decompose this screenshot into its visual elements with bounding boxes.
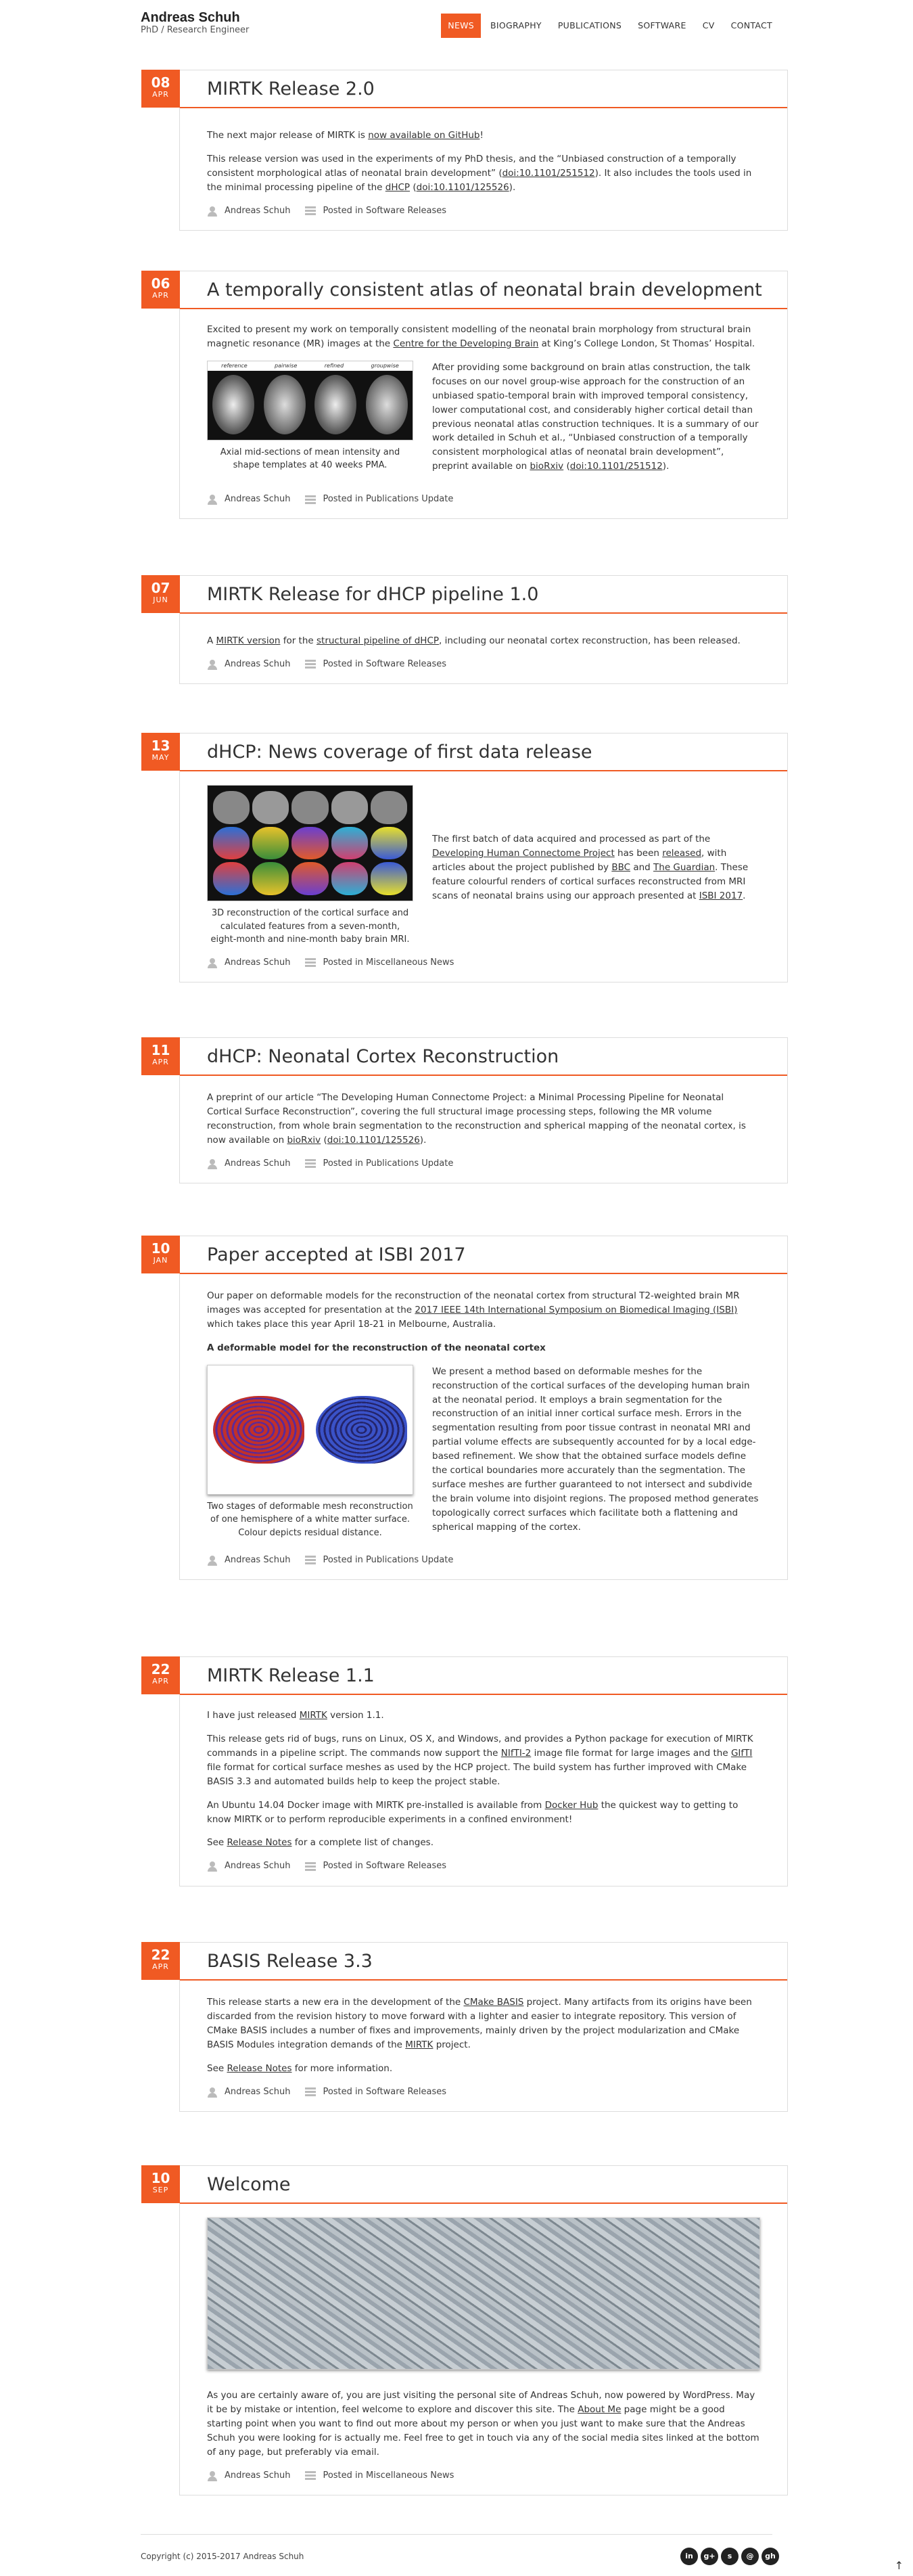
author-link[interactable]: Andreas Schuh	[225, 2086, 291, 2097]
author-icon	[207, 494, 218, 505]
author-link[interactable]: Andreas Schuh	[225, 2470, 291, 2481]
post-paragraph	[207, 323, 760, 351]
date-badge	[141, 1236, 180, 1273]
welcome-footprints-image[interactable]	[207, 2217, 760, 2370]
category-link[interactable]: Software Releases	[366, 1861, 447, 1872]
post-paragraph	[207, 1836, 760, 1850]
text: image file format for large images and the	[531, 1747, 731, 1759]
category-link[interactable]: Publications Update	[366, 1158, 454, 1169]
post-title[interactable]: BASIS Release 3.3	[180, 1943, 787, 1981]
copyright: Copyright (c) 2015-2017 Andreas Schuh	[141, 2552, 304, 2561]
deformable-figure	[207, 1365, 413, 1544]
post-day: 22	[151, 1947, 170, 1963]
text: A	[207, 635, 216, 646]
post-paragraph	[207, 1995, 760, 2052]
github-link[interactable]: now available on GitHub	[368, 130, 480, 141]
category-link[interactable]: Publications Update	[366, 494, 454, 505]
release-notes-link[interactable]: Release Notes	[227, 1837, 292, 1849]
category-link[interactable]: Miscellaneous News	[366, 957, 454, 968]
posted-in-label: Posted in	[323, 494, 363, 505]
category-icon	[305, 660, 316, 669]
category-link[interactable]: Software Releases	[366, 205, 447, 216]
post-day: 07	[151, 580, 170, 596]
text: , including our neonatal cortex reconstruction, has been released.	[439, 635, 741, 646]
author-icon	[207, 1861, 218, 1872]
text: (	[321, 1134, 327, 1146]
post-meta	[207, 1157, 760, 1171]
post-meta	[207, 493, 760, 506]
post-paragraph	[207, 1799, 760, 1827]
social-links	[680, 2548, 779, 2565]
post-title[interactable]: MIRTK Release 2.0	[180, 70, 787, 108]
mirtk-link[interactable]: MIRTK	[405, 2039, 434, 2050]
post-title[interactable]: Welcome	[180, 2166, 787, 2204]
text: The next major release of MIRTK is	[207, 130, 369, 141]
text: for more information.	[291, 2062, 393, 2074]
post-month: APR	[152, 90, 169, 99]
deformable-mesh-image[interactable]	[207, 1365, 413, 1495]
fig-label: pairwise	[275, 362, 298, 369]
category-link[interactable]: Miscellaneous News	[366, 2470, 454, 2481]
doi-link[interactable]: doi:10.1101/251512	[569, 461, 663, 472]
author-icon	[207, 1555, 218, 1566]
text: See	[207, 2062, 227, 2074]
released-link[interactable]: released	[662, 847, 702, 859]
post-paragraph	[432, 832, 760, 903]
author-icon	[207, 206, 218, 217]
site-title[interactable]: Andreas Schuh	[141, 10, 240, 25]
main-nav	[438, 14, 779, 38]
text: project. Many artifacts from its origins have been discarded from the revision history to move forward with a lighter and easier to integrate repository. This version of CMake BASIS includes a number of fixes and improvements, mainly driven by the project modularization and CMake BASIS Modules integration demands of the	[207, 1997, 752, 2050]
post	[151, 733, 788, 982]
isbi-link[interactable]: ISBI 2017	[699, 890, 743, 901]
post-paragraph	[207, 1289, 760, 1332]
doi-link[interactable]: doi:10.1101/251512	[502, 167, 595, 179]
text: file format for cortical surface meshes as used by the HCP project. The build system has further improved with CMake BASIS 3.3 and automated builds help to keep the project stable.	[207, 1761, 747, 1787]
post-day: 11	[151, 1042, 170, 1058]
text: ).	[662, 461, 670, 472]
post-paragraph	[207, 1732, 760, 1789]
post	[151, 575, 788, 684]
isbi-link[interactable]: 2017 IEEE 14th International Symposium on Biomedical Imaging (ISBI)	[415, 1304, 738, 1315]
cortex-figure	[207, 785, 413, 947]
text: I have just released	[207, 1710, 300, 1721]
post-meta	[207, 1859, 760, 1873]
posted-in-label: Posted in	[323, 2086, 363, 2097]
post-day: 10	[151, 2170, 170, 2186]
post-paragraph	[207, 2389, 760, 2460]
post-month: APR	[152, 1058, 169, 1066]
biorxiv-link[interactable]: bioRxiv	[287, 1134, 321, 1146]
category-icon	[305, 206, 316, 215]
fig-label: refined	[324, 362, 344, 369]
text: Our paper on deformable models for the reconstruction of the neonatal cortex from structural T2-weighted brain MR images was accepted for presentation at the	[207, 1290, 740, 1315]
post-month: SEP	[152, 2186, 169, 2194]
category-icon	[305, 1556, 316, 1564]
nifti-link[interactable]: NIfTI-2	[500, 1747, 532, 1759]
cdb-link[interactable]: Centre for the Developing Brain	[393, 338, 539, 349]
date-badge	[141, 1942, 180, 1980]
post-month: JAN	[153, 1256, 168, 1265]
text: .	[743, 890, 746, 901]
post-day: 22	[151, 1661, 170, 1677]
text: An Ubuntu 14.04 Docker image with MIRTK pre-installed is available from	[207, 1799, 545, 1811]
text: which takes place this year April 18-21 in Melbourne, Australia.	[207, 1318, 496, 1330]
post-title[interactable]: dHCP: Neonatal Cortex Reconstruction	[180, 1038, 787, 1076]
text: and	[630, 861, 654, 873]
post-title[interactable]: MIRTK Release for dHCP pipeline 1.0	[180, 576, 787, 614]
post-month: APR	[152, 291, 169, 300]
text: page might be a good starting point when you want to find out more about my person or when you just want to make sure that the Andreas Schuh you were looking for is actually me. Feel free to get in touch via any of the social media sites linked at the bottom of any page, but preferably via email.	[207, 2403, 759, 2458]
date-badge	[141, 575, 180, 613]
post-month: APR	[152, 1677, 169, 1686]
date-badge	[141, 70, 180, 108]
skype-icon[interactable]: s	[721, 2548, 739, 2565]
date-badge	[141, 1656, 180, 1694]
date-badge	[141, 271, 180, 309]
guardian-link[interactable]: The Guardian	[653, 861, 716, 873]
author-icon	[207, 2087, 218, 2098]
about-me-link[interactable]: About Me	[578, 2403, 622, 2415]
date-badge	[141, 1037, 180, 1075]
figure-caption: Axial mid-sections of mean intensity and shape templates at 40 weeks PMA.	[220, 447, 400, 471]
author-icon	[207, 659, 218, 670]
posted-in-label: Posted in	[323, 1554, 363, 1565]
text: This release gets rid of bugs, runs on Linux, OS X, and Windows, and provides a Python package for execution of MIRTK commands in a pipeline script. The commands now support the	[207, 1733, 753, 1759]
text: the quickest way to getting to know MIRTK or to perform reproducible experiments in a confined environment!	[207, 1799, 739, 1825]
post	[151, 1236, 788, 1580]
linkedin-icon[interactable]: in	[680, 2548, 698, 2565]
cmake-basis-link[interactable]: CMake BASIS	[463, 1997, 524, 2008]
back-to-top-icon[interactable]: ↑	[894, 2559, 904, 2572]
pipeline-link[interactable]: structural pipeline of dHCP	[317, 635, 440, 646]
post-month: MAY	[151, 753, 170, 762]
text: at King’s College London, St Thomas’ Hospital.	[538, 338, 755, 349]
github-icon[interactable]: gh	[762, 2548, 779, 2565]
date-badge	[141, 733, 180, 771]
googleplus-icon[interactable]: g+	[701, 2548, 718, 2565]
post-paragraph	[207, 634, 760, 648]
category-icon	[305, 2087, 316, 2096]
post	[151, 1656, 788, 1886]
author-icon	[207, 1158, 218, 1169]
post-month: JUN	[153, 595, 168, 604]
post-paragraph	[207, 2062, 760, 2076]
post-day: 08	[151, 74, 170, 91]
dockerhub-link[interactable]: Docker Hub	[544, 1799, 599, 1811]
post-meta	[207, 1554, 760, 1567]
section-heading: A deformable model for the reconstruction of the neonatal cortex	[207, 1342, 546, 1353]
text: ).	[509, 181, 516, 193]
post-meta	[207, 204, 760, 218]
figure-caption: Two stages of deformable mesh reconstruction of one hemisphere of a white matter surface. Colour depicts residual distance.	[207, 1501, 413, 1538]
post-day: 06	[151, 275, 170, 292]
post-paragraph	[207, 1709, 760, 1723]
category-icon	[305, 1862, 316, 1871]
text: See	[207, 1837, 227, 1849]
author-icon	[207, 957, 218, 968]
category-icon	[305, 2471, 316, 2480]
post-paragraph	[432, 361, 760, 474]
category-icon	[305, 495, 316, 504]
post	[151, 1942, 788, 2112]
category-link[interactable]: Software Releases	[366, 658, 447, 669]
posted-in-label: Posted in	[323, 1861, 363, 1872]
post-day: 13	[151, 738, 170, 754]
post-meta	[207, 658, 760, 671]
posted-in-label: Posted in	[323, 658, 363, 669]
mirtk-link[interactable]: MIRTK	[299, 1710, 327, 1721]
nav-biography[interactable]: BIOGRAPHY	[490, 20, 542, 30]
post-title[interactable]: MIRTK Release 1.1	[180, 1657, 787, 1695]
text: project.	[433, 2039, 471, 2050]
atlas-figure	[207, 361, 413, 483]
author-link[interactable]: Andreas Schuh	[225, 205, 291, 216]
text: version 1.1.	[327, 1710, 384, 1721]
category-link[interactable]: Publications Update	[366, 1554, 454, 1565]
author-link[interactable]: Andreas Schuh	[225, 1861, 291, 1872]
post-title[interactable]: Paper accepted at ISBI 2017	[180, 1236, 787, 1274]
text: ).	[419, 1134, 427, 1146]
nav-contact[interactable]: CONTACT	[730, 20, 772, 30]
text: , with articles about the project published by	[432, 847, 727, 873]
fig-label: groupwise	[371, 362, 399, 369]
atlas-image[interactable]	[207, 361, 413, 440]
post-title[interactable]: A temporally consistent atlas of neonatal brain development	[180, 271, 787, 309]
category-icon	[305, 1159, 316, 1168]
post	[151, 271, 788, 519]
text: . These feature colourful renders of cortical surfaces reconstructed from MRI scans of neonatal brains using our approach presented at	[432, 861, 749, 901]
text: After providing some background on brain atlas construction, the talk focuses on our novel group-wise approach for the construction of an unbiased spatio-temporal brain with improved temporal consistency, lower computational cost, and considerably higher cortical detail than previous neonatal atlas construction techniques. It is a summary of our work detailed in Schuh et al., “Unbiased construction of a temporally consistent morphological atlas of neonatal brain development”, preprint available on	[432, 361, 759, 472]
post-meta	[207, 956, 760, 970]
biorxiv-link[interactable]: bioRxiv	[530, 461, 564, 472]
text: !	[479, 130, 484, 141]
dhcp-link[interactable]: dHCP	[385, 181, 411, 193]
nav-software[interactable]: SOFTWARE	[638, 20, 686, 30]
text: The first batch of data acquired and processed as part of the	[432, 834, 711, 844]
author-icon	[207, 2470, 218, 2481]
category-link[interactable]: Software Releases	[366, 2086, 447, 2097]
posted-in-label: Posted in	[323, 1158, 363, 1169]
doi-link[interactable]: doi:10.1101/125526	[416, 181, 509, 193]
category-icon	[305, 958, 316, 967]
release-notes-link[interactable]: Release Notes	[227, 2062, 292, 2074]
post	[151, 2165, 788, 2495]
text: has been	[614, 847, 663, 859]
site-header	[0, 0, 913, 54]
posted-in-label: Posted in	[323, 957, 363, 968]
email-icon[interactable]: @	[741, 2548, 759, 2565]
post-meta	[207, 2085, 760, 2099]
post-paragraph: We present a method based on deformable meshes for the reconstruction of the cortical surfaces of the developing human brain at the neonatal period. It employs a brain segmentation for the reconstruction of an initial inner cortical surface mesh. Errors in the segmentation resulting from poor tissue contrast in neonatal MRI and partial volume effects are subsequently accounted for by a local edge-based refinement. We show that the obtained surface models define the cortical boundaries more accurately than the segmentation. The surface meshes are further guaranteed to not intersect and subdivide the brain volume into disjoint regions. The proposed method generates topologically correct surfaces which facilitate both a flattening and spherical mapping of the cortex.	[432, 1365, 759, 1533]
text: for the	[280, 635, 317, 646]
fig-label: reference	[221, 362, 248, 369]
text: As you are certainly aware of, you are just visiting the personal site of Andreas Schuh, now powered by WordPress. May it be by mistake or intention, feel welcome to explore and discover this site. The	[207, 2390, 755, 2415]
post	[151, 70, 788, 231]
post	[151, 1037, 788, 1183]
post-meta	[207, 2469, 760, 2483]
bbc-link[interactable]: BBC	[611, 861, 631, 873]
post-month: APR	[152, 1962, 169, 1971]
nav-news[interactable]: NEWS	[441, 14, 481, 38]
date-badge	[141, 2165, 180, 2203]
author-link[interactable]: Andreas Schuh	[225, 1554, 291, 1565]
text: Excited to present my work on temporally consistent modelling of the neonatal brain morphology from structural brain magnetic resonance (MR) images at the	[207, 324, 751, 349]
post-paragraph	[207, 1091, 760, 1148]
dhcp-link[interactable]: Developing Human Connectome Project	[432, 847, 615, 859]
posted-in-label: Posted in	[323, 2470, 363, 2481]
text: (	[563, 461, 570, 472]
text: ). It also includes the tools used in the minimal processing pipeline of the	[207, 167, 752, 193]
post-title[interactable]: dHCP: News coverage of first data release	[180, 733, 787, 771]
text: This release version was used in the experiments of my PhD thesis, and the “Unbiased construction of a temporally consistent morphological atlas of neonatal brain development” (	[207, 153, 736, 179]
nav-cv[interactable]: CV	[702, 20, 715, 30]
author-link[interactable]: Andreas Schuh	[225, 1158, 291, 1169]
cortex-renders-image[interactable]	[207, 785, 413, 901]
text: for a complete list of changes.	[291, 1837, 434, 1849]
post-paragraph	[207, 152, 760, 195]
text: This release starts a new era in the development of the	[207, 1997, 464, 2008]
text: A preprint of our article “The Developing Human Connectome Project: a Minimal Processing Pipeline for Neonatal Cortical Surface Reconstruction”, covering the full structural image processing steps, following the MR volume reconstruction, from whole brain segmentation to the reconstruction and spherical mapping of the neonatal cortex, is now available on	[207, 1092, 746, 1146]
author-link[interactable]: Andreas Schuh	[225, 658, 291, 669]
gifti-link[interactable]: GIfTI	[730, 1747, 753, 1759]
text: (	[410, 181, 417, 193]
site-subtitle: PhD / Research Engineer	[141, 25, 250, 35]
posted-in-label: Posted in	[323, 205, 363, 216]
post-day: 10	[151, 1240, 170, 1257]
footer-divider	[141, 2534, 772, 2535]
post-paragraph	[207, 129, 760, 143]
mirtk-link[interactable]: MIRTK version	[216, 635, 281, 646]
nav-publications[interactable]: PUBLICATIONS	[557, 20, 622, 30]
doi-link[interactable]: doi:10.1101/125526	[327, 1134, 420, 1146]
figure-caption: 3D reconstruction of the cortical surface and calculated features from a seven-month, eight-month and nine-month baby brain MRI.	[210, 908, 410, 945]
author-link[interactable]: Andreas Schuh	[225, 494, 291, 505]
author-link[interactable]: Andreas Schuh	[225, 957, 291, 968]
